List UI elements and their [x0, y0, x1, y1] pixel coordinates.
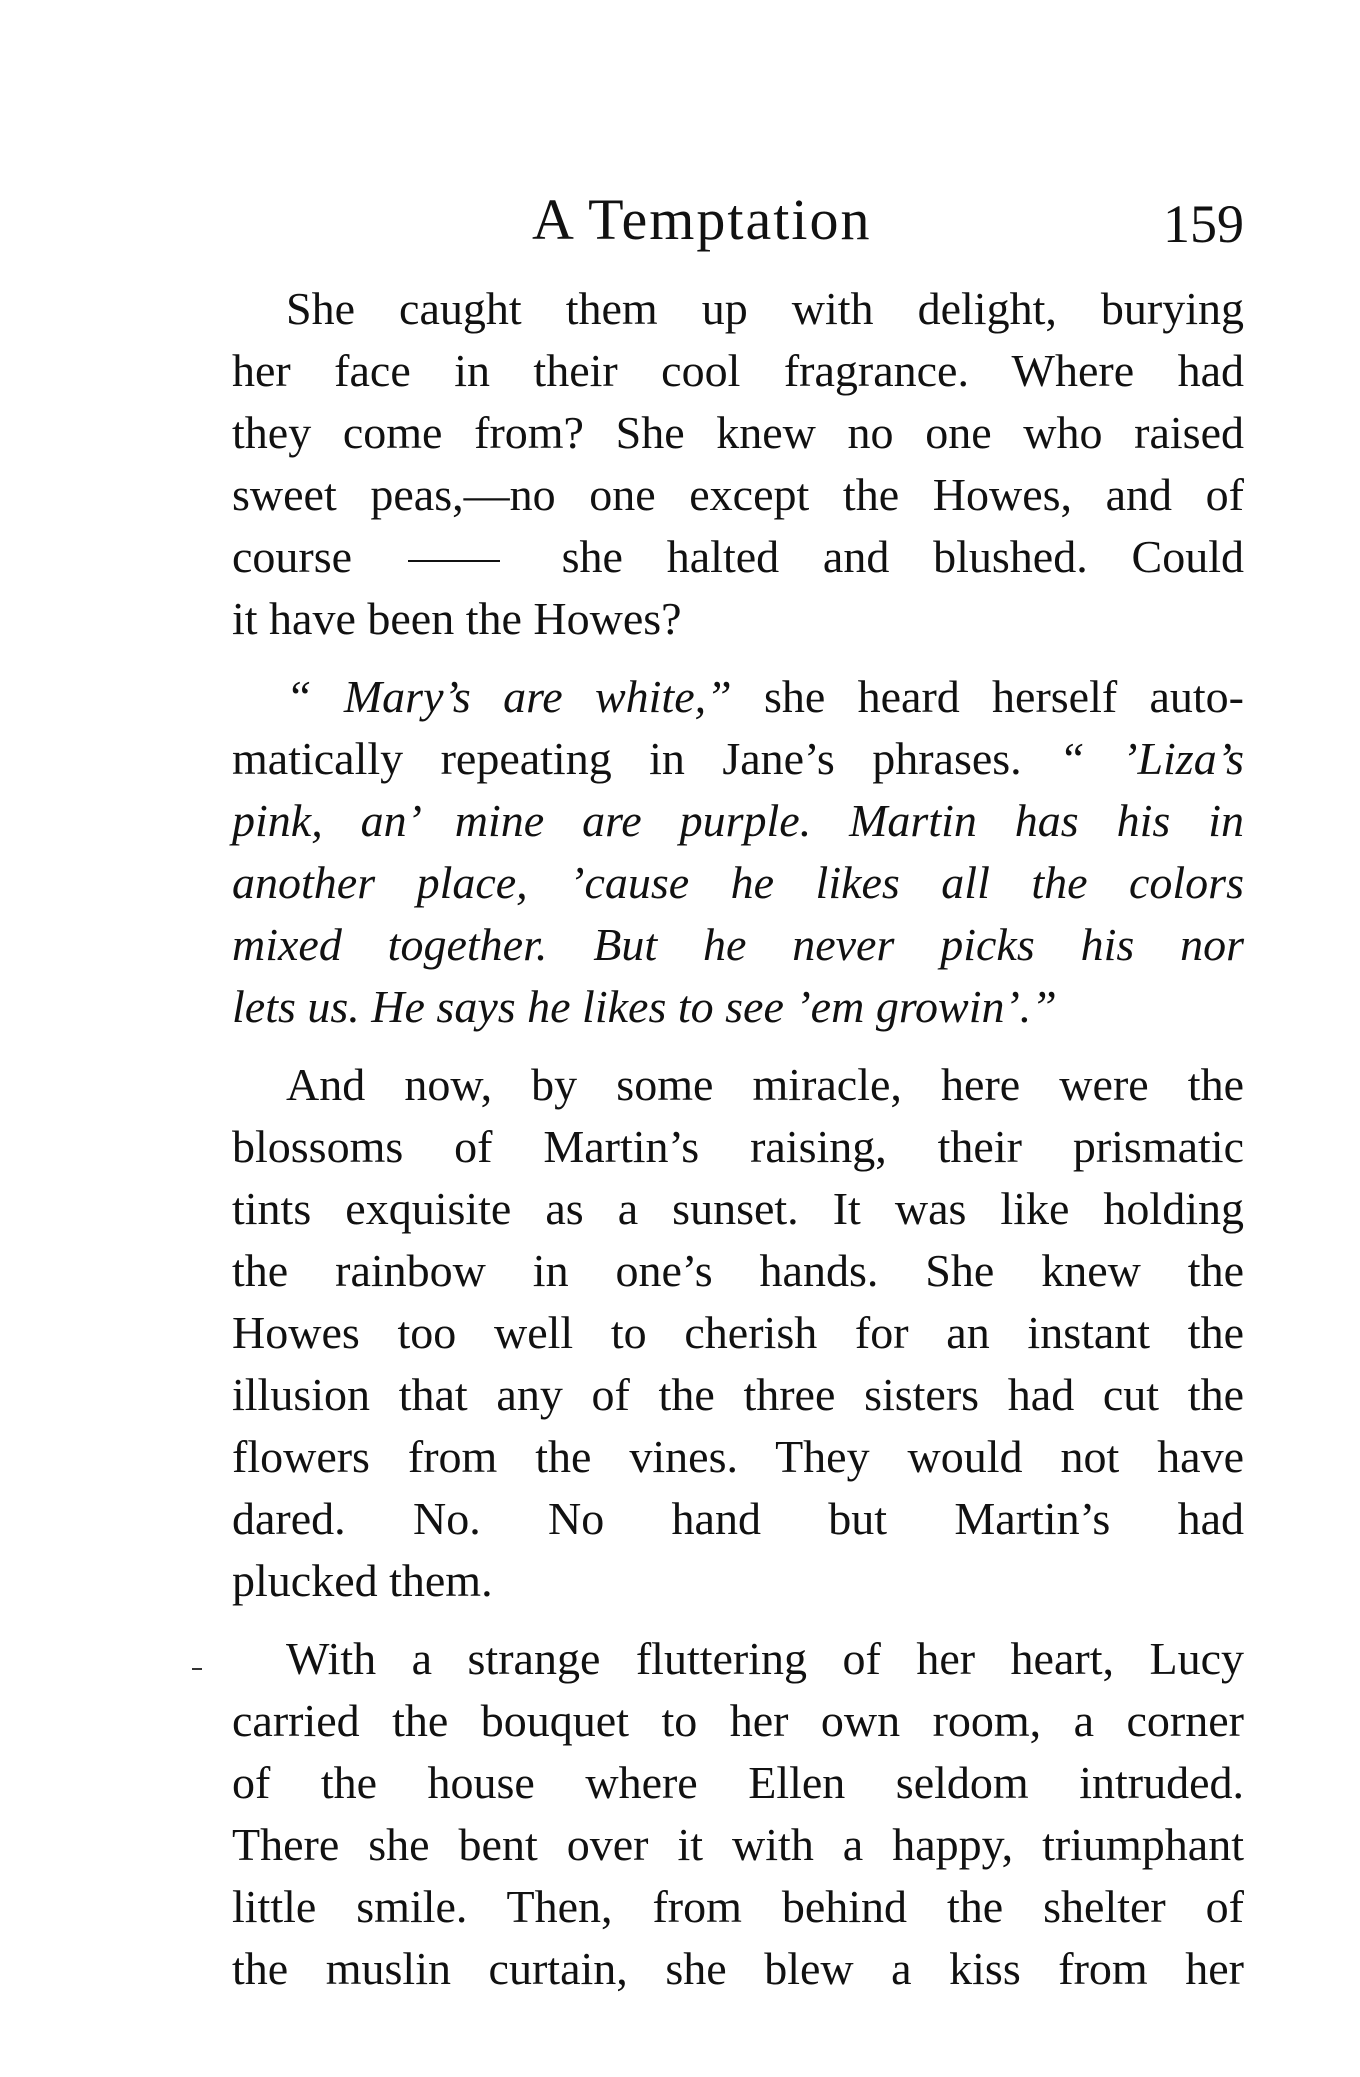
text-line: little smile. Then, from behind the shelter of — [232, 1881, 1244, 1932]
print-speck — [192, 1668, 202, 1670]
text-line: the muslin curtain, she blew a kiss from her — [232, 1943, 1244, 1994]
running-head — [232, 185, 1244, 255]
text-line: another place, ’cause he likes all the colors — [232, 857, 1244, 908]
text-line: And now, by some miracle, here were the — [286, 1059, 1244, 1110]
text-line: She caught them up with delight, burying — [286, 283, 1244, 334]
text-line: blossoms of Martin’s raising, their prismatic — [232, 1121, 1244, 1172]
text-fragment: matically repeating in Jane’s phrases. — [232, 733, 1060, 784]
text-line: mixed together. But he never picks his nor — [232, 919, 1244, 970]
text-line — [232, 728, 1244, 790]
em-dash-rule — [408, 560, 500, 562]
text-line: Howes too well to cherish for an instant the — [232, 1307, 1244, 1358]
text-line: they come from? She knew no one who raised — [232, 407, 1244, 458]
text-line: plucked them. — [232, 1555, 493, 1606]
text-line: With a strange fluttering of her heart, Lucy — [286, 1633, 1244, 1684]
text-line: the rainbow in one’s hands. She knew the — [232, 1245, 1244, 1296]
body-text — [232, 278, 1244, 2016]
text-line: illusion that any of the three sisters had cut the — [232, 1369, 1244, 1420]
italic-fragment: “ ’Liza’s — [1059, 733, 1244, 784]
text-line: carried the bouquet to her own room, a corner — [232, 1695, 1244, 1746]
paragraph-1 — [232, 278, 1244, 650]
text-line: it have been the Howes? — [232, 593, 682, 644]
text-line: flowers from the vines. They would not have — [232, 1431, 1244, 1482]
text-line: pink, an’ mine are purple. Martin has his in — [232, 795, 1244, 846]
text-line — [232, 526, 1244, 588]
paragraph-2 — [232, 666, 1244, 1038]
text-line: lets us. He says he likes to see ’em growin’.” — [232, 981, 1057, 1032]
text-fragment: she heard herself auto- — [731, 671, 1244, 722]
italic-fragment: “ Mary’s are white,” — [286, 671, 732, 722]
text-line: of the house where Ellen seldom intruded. — [232, 1757, 1244, 1808]
text-fragment: course — [232, 531, 396, 582]
text-line: sweet peas,—no one except the Howes, and of — [232, 469, 1244, 520]
text-line: dared. No. No hand but Martin’s had — [232, 1493, 1244, 1544]
running-title: A Temptation — [532, 187, 872, 252]
text-line: tints exquisite as a sunset. It was like holding — [232, 1183, 1244, 1234]
paragraph-3 — [232, 1054, 1244, 1612]
text-line — [232, 666, 1244, 728]
page-number: 159 — [1163, 194, 1244, 254]
text-fragment: she halted and blushed. Could — [517, 531, 1244, 582]
paragraph-4 — [232, 1628, 1244, 2000]
text-line: her face in their cool fragrance. Where had — [232, 345, 1244, 396]
text-line: There she bent over it with a happy, triumphant — [232, 1819, 1244, 1870]
